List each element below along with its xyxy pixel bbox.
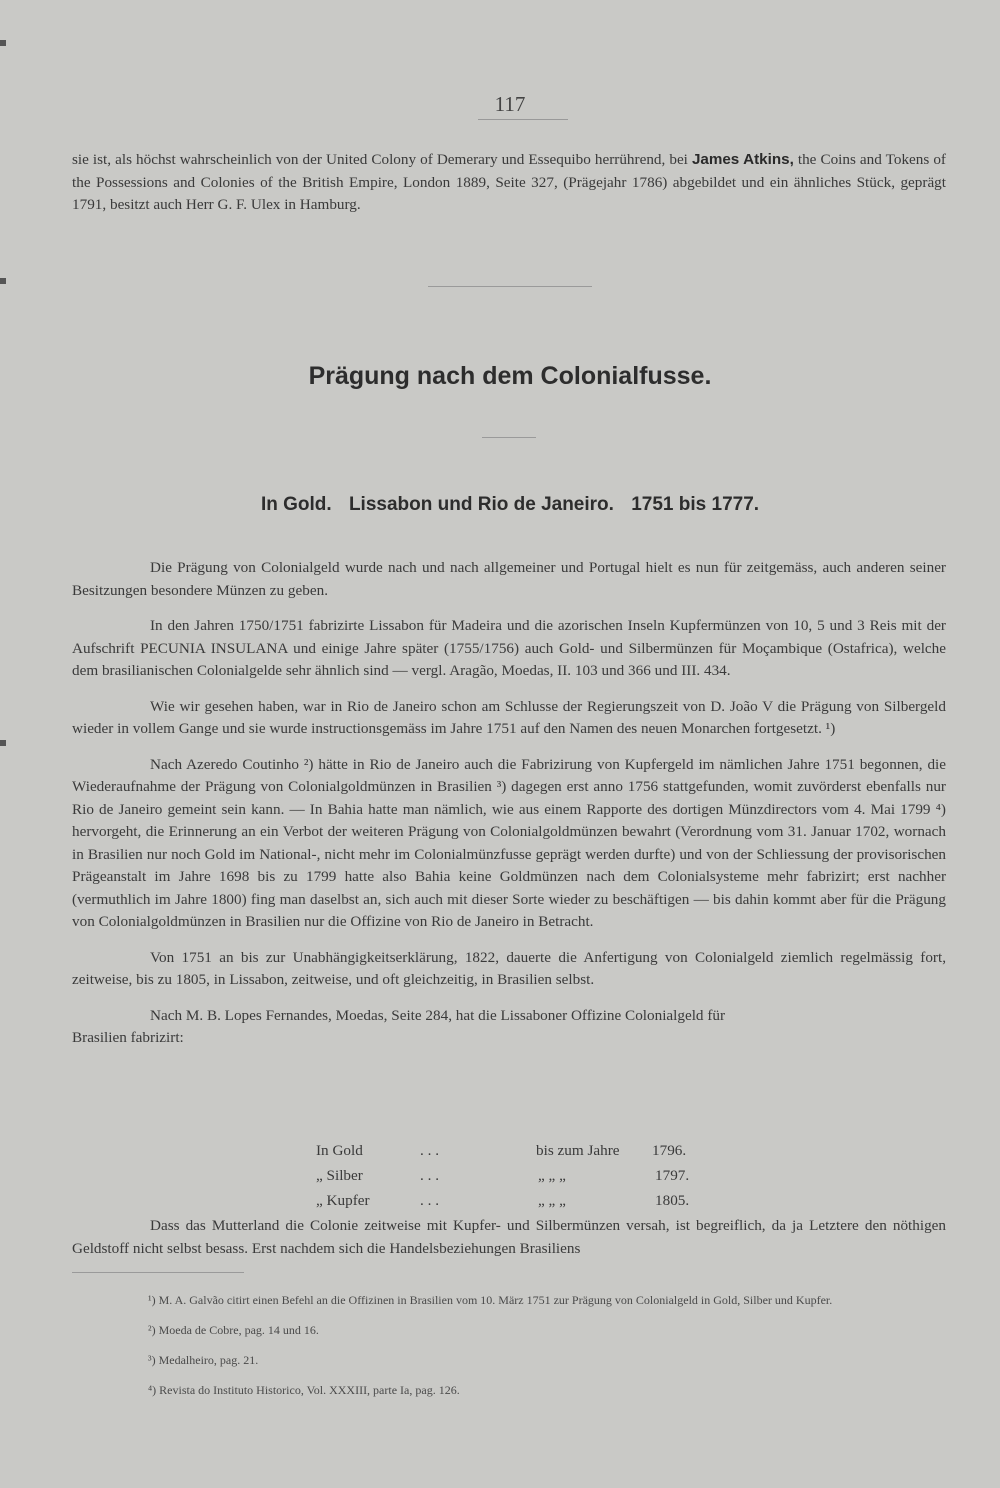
scan-mark	[0, 278, 6, 284]
table-cell-metal: „ Kupfer	[316, 1192, 370, 1209]
section-subheading	[0, 494, 1000, 516]
table-cell-metal: In Gold	[316, 1142, 363, 1159]
table-cell-year: 1805.	[655, 1192, 690, 1209]
table-cell-dots: . . .	[420, 1167, 439, 1184]
page-number: 117	[494, 92, 526, 116]
footnotes	[72, 1290, 946, 1410]
paragraph: Nach M. B. Lopes Fernandes, Moedas, Seite 284, hat die Lissaboner Offizine Colonialgeld für	[150, 1006, 726, 1024]
section-heading: Prägung nach dem Colonialfusse.	[308, 362, 712, 390]
footnote-2: ²) Moeda de Cobre, pag. 14 und 16.	[148, 1323, 319, 1337]
table-cell-metal: „ Silber	[316, 1167, 363, 1184]
intro-paragraph	[72, 149, 946, 217]
table-cell-dots: . . .	[420, 1142, 439, 1159]
table-cell-phrase: bis zum Jahre	[536, 1142, 620, 1159]
scan-mark	[0, 740, 6, 746]
paragraph-continuation: Brasilien fabrizirt:	[72, 1029, 184, 1046]
intro-text-1: sie ist, als höchst wahrscheinlich von der United Colony of Demerary und Essequibo herrührend, bei	[72, 151, 692, 168]
body-text	[72, 557, 946, 1050]
table-cell-phrase: „ „ „	[538, 1192, 566, 1209]
scan-mark	[0, 40, 6, 46]
section-divider	[428, 286, 592, 287]
paragraph: Nach Azeredo Coutinho ²) hätte in Rio de Janeiro auch die Fabrizirung von Kupfergeld im nämlichen Jahre 1751 begonnen, die Wiederaufnahme der Prägung von Colonialgoldmünzen in Brasilien ³) dagegen erst anno 1756 stattgefunden, womit zuvörderst ebenfalls nur Rio de Janeiro gemeint sein kann. — In Bahia hatte man nämlich, wie aus einem Rapporte des dortigen Münzdirectors vom 4. Mai 1799 ⁴) hervorgeht, die Erinnerung an ein Verbot der weiteren Prägung von Colonialgoldmünzen bewahrt (Verordnung vom 31. Januar 1702, wornach in Brasilien nur noch Gold im National-, nicht mehr im Colonialmünzfusse geprägt werden durfte) und von der Schliessung der provisorischen Prägeanstalt im Jahre 1698 bis zu 1799 hatte also Bahia keine Goldmünzen nach dem Colonialsysteme mehr fabrizirt; erst nachher (vermuthlich im Jahre 1800) fing man daselbst an, sich auch mit dieser Sorte wieder zu beschäftigen — bis dahin kommt aber für die Prägung von Colonialgoldmünzen in Brasilien nur die Offizine von Rio de Janeiro in Betracht.	[72, 755, 946, 930]
subheading-part-3: 1751 bis 1777.	[631, 494, 760, 515]
intro-text-2: the Coins and Tokens of the Possessions and Colonies of the British Empire, London 1889, Seite 327, (Prägejahr 1786) abgebildet und ein ähnliches Stück, geprägt 1791, besitzt auch Herr G. F. Ulex in Hamburg.	[72, 151, 946, 213]
page-number-rule	[478, 119, 568, 120]
footnote-rule	[72, 1272, 244, 1273]
paragraph: Wie wir gesehen haben, war in Rio de Janeiro schon am Schlusse der Regierungszeit von D. João V die Prägung von Silbergeld wieder in vollem Gange und sie wurde instructionsgemäss im Jahre 1751 auf den Namen des neuen Monarchen fortgesetzt. ¹)	[72, 697, 946, 737]
heading-divider	[482, 437, 536, 438]
footnote-1: ¹) M. A. Galvão citirt einen Befehl an die Offizinen in Brasilien vom 10. März 1751 zur Prägung von Colonialgeld in Gold, Silber und Kupfer.	[148, 1293, 833, 1307]
table-cell-year: 1796.	[652, 1142, 687, 1159]
body-text-continued	[72, 1215, 946, 1260]
footnote-3: ³) Medalheiro, pag. 21.	[148, 1353, 259, 1367]
subheading-part-2: Lissabon und Rio de Janeiro.	[348, 494, 614, 515]
footnote-4: ⁴) Revista do Instituto Historico, Vol. XXXIII, parte Ia, pag. 126.	[148, 1383, 460, 1397]
table-cell-dots: . . .	[420, 1192, 439, 1209]
subheading-part-1: In Gold.	[260, 494, 332, 515]
author-name: James Atkins,	[691, 151, 794, 168]
coinage-table	[0, 1138, 1000, 1218]
table-cell-year: 1797.	[655, 1167, 690, 1184]
paragraph: In den Jahren 1750/1751 fabrizirte Lissabon für Madeira und die azorischen Inseln Kupfermünzen von 10, 5 und 3 Reis mit der Aufschrift PECUNIA INSULANA und einige Jahre später (1755/1756) auch Gold- und Silbermünzen für Moçambique (Ostafrica), welche dem brasilianischen Colonialgelde sehr ähnlich sind — vergl. Aragão, Moedas, II. 103 und 366 und III. 434.	[72, 617, 946, 679]
table-cell-phrase: „ „ „	[538, 1167, 566, 1184]
paragraph: Die Prägung von Colonialgeld wurde nach und nach allgemeiner und Portugal hielt es nun für zeitgemäss, auch anderen seiner Besitzungen besondere Münzen zu geben.	[72, 559, 946, 599]
paragraph: Von 1751 an bis zur Unabhängigkeitserklärung, 1822, dauerte die Anfertigung von Colonialgeld ziemlich regelmässig fort, zeitweise, bis zu 1805, in Lissabon, zeitweise, und oft gleichzeitig, in Brasilien selbst.	[72, 948, 946, 988]
paragraph: Dass das Mutterland die Colonie zeitweise mit Kupfer- und Silbermünzen versah, ist begreiflich, da ja Letztere den nöthigen Geldstoff nicht selbst besass. Erst nachdem sich die Handelsbeziehungen Brasiliens	[72, 1217, 946, 1257]
